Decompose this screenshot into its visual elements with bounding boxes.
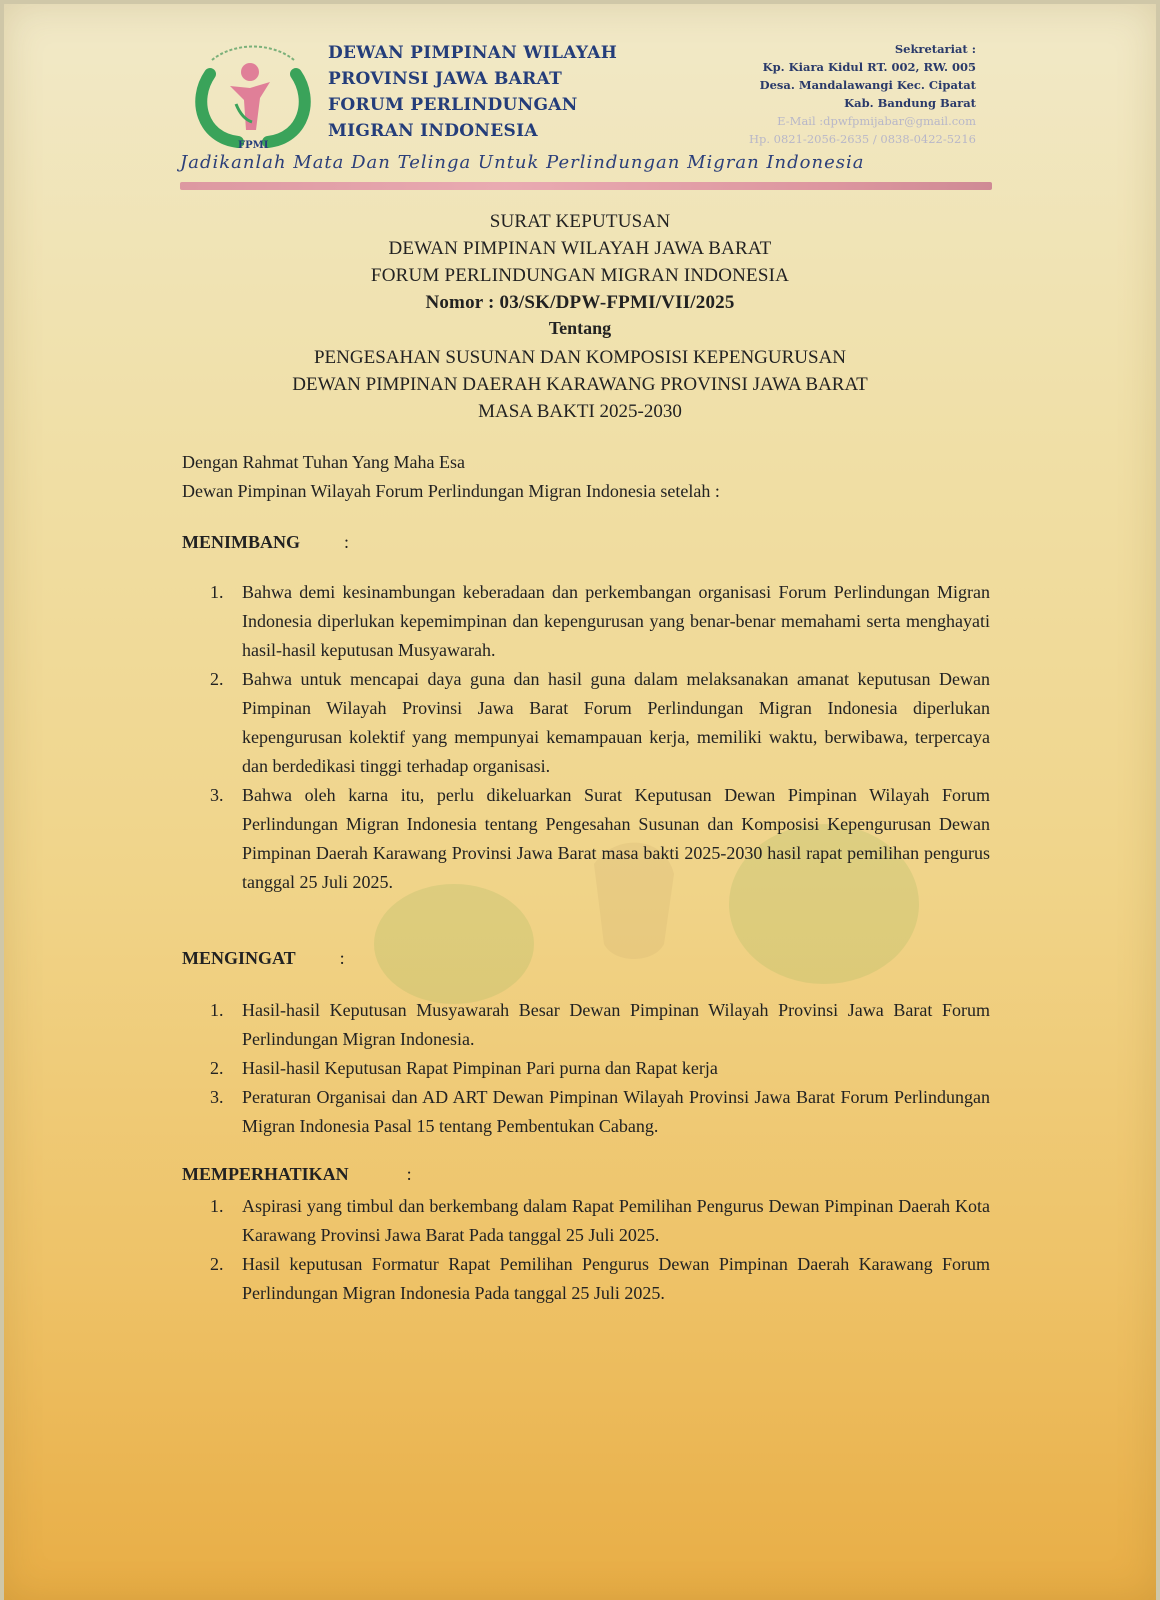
item-text: Bahwa demi kesinambungan keberadaan dan perkembangan organisasi Forum Perlindungan Migran Indonesia diperlukan kepemimpinan dan kepengurusan yang benar-benar memahami serta menghayati hasil-hasil keputusan Musyawarah. [242, 582, 990, 660]
secretariat-phone: Hp. 0821-2056-2635 / 0838-0422-5216 [748, 132, 976, 146]
document-page [4, 4, 1156, 1600]
item-number: 3. [210, 1087, 224, 1107]
heading-colon: : [344, 532, 350, 552]
list-item [204, 781, 990, 897]
header-divider [180, 182, 992, 190]
title-line: FORUM PERLINDUNGAN MIGRAN INDONESIA [370, 265, 790, 286]
menimbang-list [204, 578, 990, 897]
tagline: Jadikanlah Mata Dan Telinga Untuk Perlindungan Migran Indonesia [180, 152, 865, 173]
subject-heading [4, 344, 1156, 425]
memperhatikan-list [204, 1192, 990, 1308]
item-number: 2. [210, 1254, 224, 1274]
org-line: DEWAN PIMPINAN WILAYAH [328, 43, 618, 63]
item-number: 2. [210, 1058, 224, 1078]
secretariat-block [749, 40, 976, 148]
item-text: Peraturan Organisai dan AD ART Dewan Pimpinan Wilayah Provinsi Jawa Barat Forum Perlindungan Migran Indonesia Pasal 15 tentang Pembentukan Cabang. [242, 1087, 990, 1136]
section-heading-menimbang [182, 532, 349, 553]
item-text: Hasil-hasil Keputusan Rapat Pimpinan Pari purna dan Rapat kerja [242, 1058, 718, 1078]
item-number: 1. [210, 1000, 224, 1020]
logo-text: FPMI [238, 140, 269, 150]
list-item [204, 578, 990, 665]
item-text: Hasil keputusan Formatur Rapat Pemilihan Pengurus Dewan Pimpinan Daerah Karawang Forum Perlindungan Migran Indonesia Pada tanggal 25 Juli 2025. [242, 1254, 990, 1303]
secretariat-address-1: Kp. Kiara Kidul RT. 002, RW. 005 [762, 60, 976, 74]
secretariat-address-2: Desa. Mandalawangi Kec. Cipatat [759, 78, 976, 92]
item-number: 1. [210, 1196, 224, 1216]
secretariat-label: Sekretariat : [894, 42, 976, 56]
mengingat-list [204, 996, 990, 1141]
document-number: Nomor : 03/SK/DPW-FPMI/VII/2025 [425, 292, 735, 313]
item-text: Bahwa oleh karna itu, perlu dikeluarkan Surat Keputusan Dewan Pimpinan Wilayah Forum Perlindungan Migran Indonesia tentang Pengesahan Susunan dan Komposisi Kepengurusan Dewan Pimpinan Daerah Karawang Provinsi Jawa Barat masa bakti 2025-2030 hasil rapat pemilihan pengurus tanggal 25 Juli 2025. [242, 785, 990, 892]
subject-line: DEWAN PIMPINAN DAERAH KARAWANG PROVINSI JAWA BARAT [292, 374, 868, 395]
section-heading-memperhatikan [182, 1164, 412, 1185]
subject-line: PENGESAHAN SUSUNAN DAN KOMPOSISI KEPENGURUSAN [313, 347, 847, 368]
tentang-heading: Tentang [548, 318, 612, 338]
heading-text: MENIMBANG [182, 532, 300, 552]
organization-name [328, 40, 617, 144]
org-line: FORUM PERLINDUNGAN [328, 95, 578, 115]
fpmi-logo [190, 38, 316, 150]
item-text: Aspirasi yang timbul dan berkembang dalam Rapat Pemilihan Pengurus Dewan Pimpinan Daerah Kota Karawang Provinsi Jawa Barat Pada tanggal 25 Juli 2025. [242, 1196, 990, 1245]
heading-text: MEMPERHATIKAN [182, 1164, 349, 1184]
list-item [204, 1192, 990, 1250]
opening-line: Dewan Pimpinan Wilayah Forum Perlindungan Migran Indonesia setelah : [182, 481, 720, 501]
item-number: 1. [210, 582, 224, 602]
org-line: PROVINSI JAWA BARAT [328, 69, 563, 89]
subject-line: MASA BAKTI 2025-2030 [478, 401, 682, 422]
title-line: DEWAN PIMPINAN WILAYAH JAWA BARAT [388, 238, 772, 259]
opening-text [182, 448, 720, 506]
section-heading-mengingat [182, 948, 345, 969]
opening-line: Dengan Rahmat Tuhan Yang Maha Esa [182, 452, 465, 472]
heading-colon: : [339, 948, 345, 968]
list-item [204, 1083, 990, 1141]
item-text: Bahwa untuk mencapai daya guna dan hasil guna dalam melaksanakan amanat keputusan Dewan Pimpinan Wilayah Provinsi Jawa Barat Forum Perlindungan Migran Indonesia diperlukan kepengurusan kolektif yang mempunyai kemampauan kerja, memiliki waktu, berwibawa, terpercaya dan berdedikasi tinggi terhadap organisasi. [242, 669, 990, 776]
item-number: 2. [210, 669, 224, 689]
list-item [204, 996, 990, 1054]
item-number: 3. [210, 785, 224, 805]
heading-text: MENGINGAT [182, 948, 296, 968]
org-line: MIGRAN INDONESIA [328, 121, 538, 141]
item-text: Hasil-hasil Keputusan Musyawarah Besar Dewan Pimpinan Wilayah Provinsi Jawa Barat Forum Perlindungan Migran Indonesia. [242, 1000, 990, 1049]
heading-colon: : [406, 1164, 412, 1184]
list-item [204, 1054, 990, 1083]
list-item [204, 665, 990, 781]
secretariat-address-3: Kab. Bandung Barat [844, 96, 976, 110]
secretariat-email: E-Mail :dpwfpmijabar@gmail.com [777, 114, 976, 128]
list-item [204, 1250, 990, 1308]
title-line: SURAT KEPUTUSAN [489, 211, 671, 232]
document-title [4, 208, 1156, 316]
